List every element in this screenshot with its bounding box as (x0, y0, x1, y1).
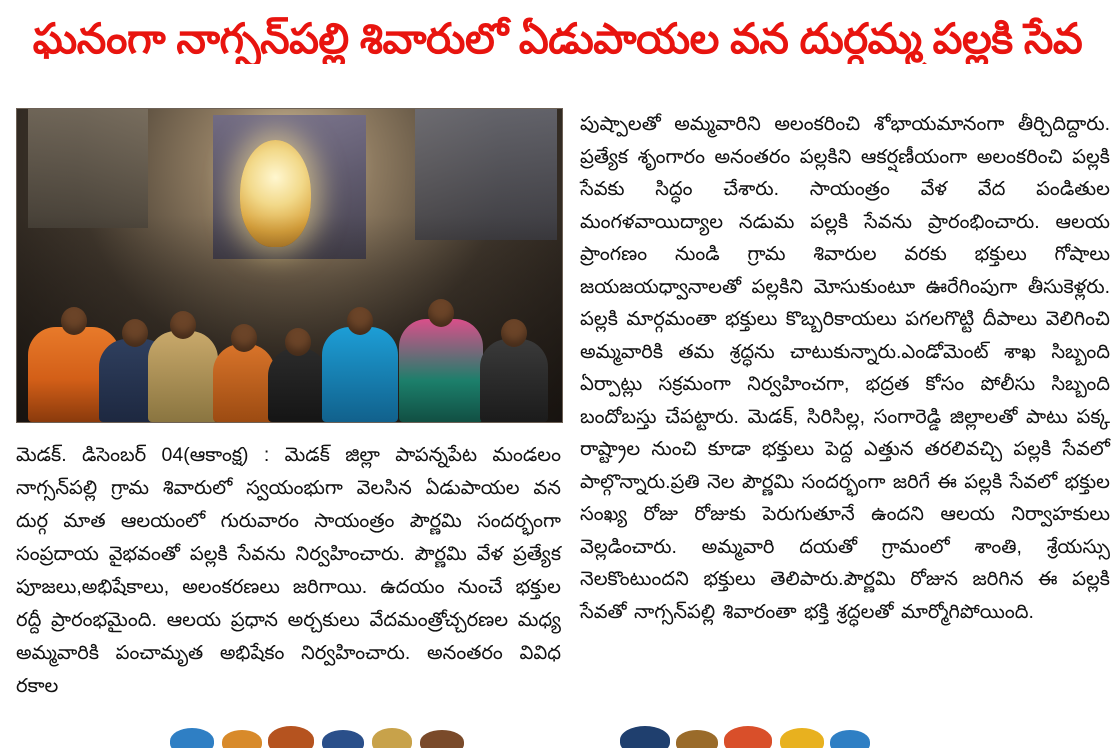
strip-figure (372, 728, 412, 748)
temple-procession-photo (16, 108, 563, 423)
person-head (501, 319, 527, 347)
person-figure (480, 339, 548, 422)
person-figure (399, 319, 483, 422)
article-content (0, 108, 1115, 718)
person-head (61, 307, 87, 335)
person-head (231, 324, 257, 352)
person-figure (213, 344, 275, 422)
article-headline: ఘనంగా నాగ్సన్‌పల్లి శివారులో ఏడుపాయల వన దుర్గమ్మ పల్లకి సేవ (32, 15, 1083, 62)
temple-structure-left (28, 109, 148, 228)
article-left-text: మెడక్ జిల్లా పాపన్నపేట మండలం నాగ్సన్‌పల్లి గ్రామ శివారులో స్వయంభుగా వెలసిన ఏడుపాయల వన దుర్గ మాత ఆలయంలో గురువారం సాయంత్రం పౌర్ణమి సందర్భంగా సంప్రదాయ వైభవంతో పల్లకి సేవను నిర్వహించారు. పౌర్ణమి వేళ ప్రత్యేక పూజలు,అభిషేకాలు, అలంకరణలు జరిగాయి. ఉదయం నుంచే భక్తుల రద్దీ ప్రారంభమైంది. ఆలయ ప్రధాన అర్చకులు వేదమంత్రోచ్చరణల మధ్య అమ్మవారికి పంచామృత అభిషేకం నిర్వహించారు. అనంతరం వివిధ రకాల (16, 444, 561, 697)
strip-figure (830, 730, 870, 748)
person-figure (268, 348, 328, 422)
strip-figure (620, 726, 670, 748)
strip-figure (222, 730, 262, 748)
article-body-right: పుష్పాలతో అమ్మవారిని అలంకరించి శోభాయమానంగా తీర్చిదిద్దారు. ప్రత్యేక శృంగారం అనంతరం పల్లకిని ఆకర్షణీయంగా అలంకరించి పల్లకి సేవకు సిద్ధం చేశారు. సాయంత్రం వేళ వేద పండితుల మంగళవాయిద్యాల నడుమ పల్లకి సేవను ప్రారంభించారు. ఆలయ ప్రాంగణం నుండి గ్రామ శివారుల వరకు భక్తులు గోషాలు జయజయధ్వానాలతో పల్లకిని మోసుకుంటూ ఊరేగింపుగా తీసుకెళ్లరు. పల్లకి మార్గమంతా భక్తులు కొబ్బరికాయలు పగలగొట్టి దీపాలు వెలిగించి అమ్మవారికి తమ శ్రద్ధను చాటుకున్నారు.ఎండోమెంట్ శాఖ సిబ్బంది ఏర్పాట్లు సక్రమంగా నిర్వహించగా, భద్రత కోసం పోలీసు సిబ్బంది బందోబస్తు చేపట్టారు. మెడక్, సిరిసిల్ల, సంగారెడ్డి జిల్లాలతో పాటు పక్క రాష్ట్రాల నుంచి కూడా భక్తులు పెద్ద ఎత్తున తరలివచ్చి పల్లకి సేవలో పాల్గొన్నారు.ప్రతి నెల పౌర్ణమి సందర్భంగా జరిగే ఈ పల్లకి సేవలో భక్తుల సంఖ్య రోజు రోజుకు పెరుగుతూనే ఉందని ఆలయ నిర్వాహకులు వెల్లడించారు. అమ్మవారి దయతో గ్రామంలో శాంతి, శ్రేయస్సు నెలకొంటుందని భక్తులు తెలిపారు.పౌర్ణమి రోజున జరిగిన ఈ పల్లకి సేవతో నాగ్సన్‌పల్లి శివారంతా భక్తి శ్రద్ధలతో మార్మోగిపోయింది. (580, 113, 1110, 623)
article-dateline: మెడక్. డిసెంబర్ 04(ఆకాంక్ష) : (16, 444, 270, 466)
strip-figure (268, 726, 314, 748)
bottom-photo-strip (0, 714, 1115, 748)
strip-figure (322, 730, 364, 748)
article-body-left (16, 439, 561, 703)
person-head (170, 311, 196, 339)
person-figure (322, 327, 398, 422)
person-head (285, 328, 311, 356)
person-head (347, 307, 373, 335)
person-head (428, 299, 454, 327)
person-figure (148, 331, 218, 422)
strip-figure (676, 730, 718, 748)
crowd-group (17, 215, 562, 422)
strip-figure (724, 726, 772, 748)
strip-figure (170, 728, 214, 748)
headline-divider (0, 92, 1115, 93)
right-column (580, 108, 1110, 628)
strip-figure (780, 728, 824, 748)
person-head (122, 319, 148, 347)
left-column (16, 108, 561, 703)
strip-figure (420, 730, 464, 748)
